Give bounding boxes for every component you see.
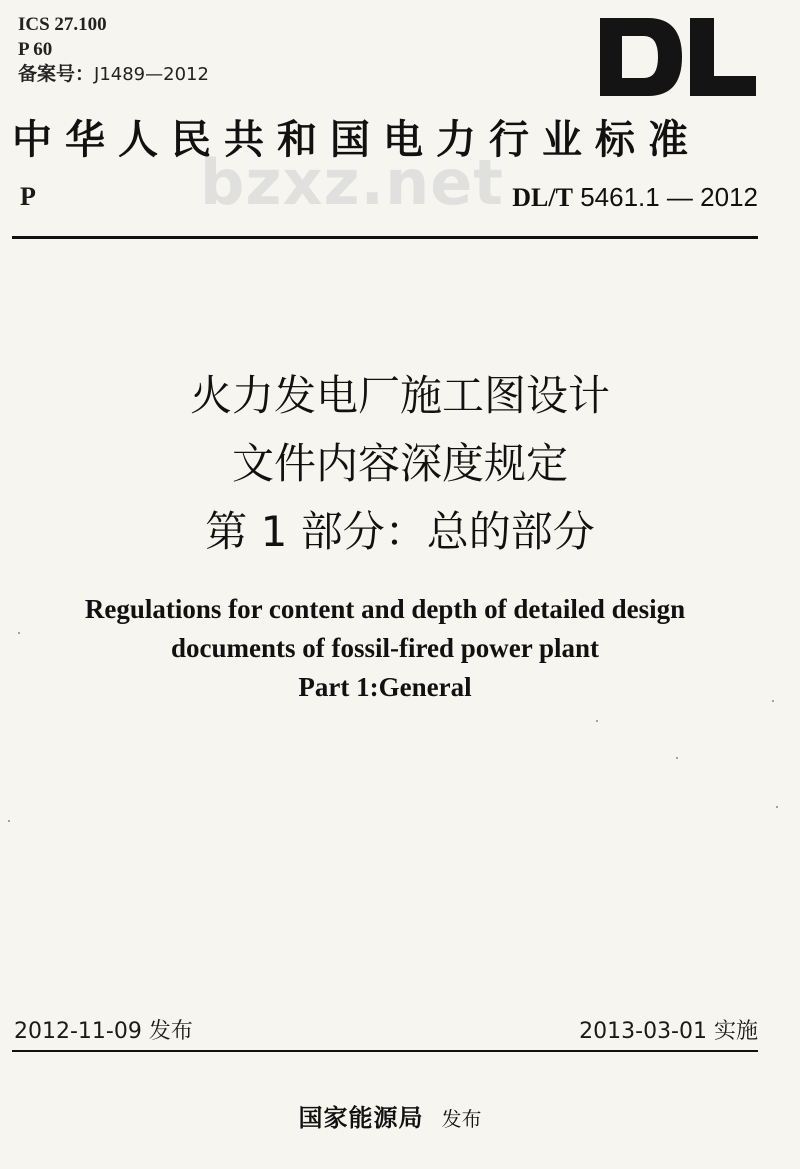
english-title-line: Regulations for content and depth of detailed design [84, 594, 686, 624]
filing-label: 备案号： [18, 64, 95, 85]
english-title [0, 590, 770, 707]
classification-block [18, 12, 209, 87]
effective-date: 2013-03-01 实施 [579, 1019, 758, 1044]
chinese-title-line: 火力发电厂施工图设计 [189, 371, 610, 420]
scan-speck [676, 757, 678, 759]
class-code: P 60 [18, 39, 53, 60]
chinese-title-line: 第 1 部分：总的部分 [205, 507, 595, 556]
issuing-organization: 国家能源局 [298, 1103, 424, 1132]
scan-speck [776, 806, 778, 808]
ics-code: ICS 27.100 [18, 14, 107, 35]
english-title-line: documents of fossil-fired power plant [170, 633, 599, 663]
publish-date: 2012-11-09 发布 [14, 1019, 193, 1044]
filing-number: J1489—2012 [94, 64, 209, 85]
scan-speck [8, 820, 10, 822]
dl-logo-l-shape [690, 18, 756, 96]
standard-number [512, 182, 758, 213]
standard-number-prefix: DL/T [512, 183, 573, 212]
scan-speck [772, 700, 774, 702]
footer-divider [12, 1050, 758, 1052]
chinese-title [0, 362, 800, 566]
issue-action: 发布 [441, 1107, 482, 1131]
issuer [0, 1098, 780, 1133]
english-title-line: Part 1:General [298, 672, 472, 702]
standard-type-title: 中华人民共和国电力行业标准 [12, 116, 701, 163]
scan-speck [596, 720, 598, 722]
dl-logo [590, 10, 760, 105]
dl-logo-d-shape [600, 18, 682, 96]
watermark: bzxz.net [200, 146, 504, 219]
category-letter: P [20, 182, 36, 211]
header-divider [12, 236, 758, 239]
standard-number-value: 5461.1 — 2012 [580, 182, 758, 212]
chinese-title-line: 文件内容深度规定 [231, 439, 568, 488]
scan-speck [18, 632, 20, 634]
filing-number-line [18, 62, 209, 87]
